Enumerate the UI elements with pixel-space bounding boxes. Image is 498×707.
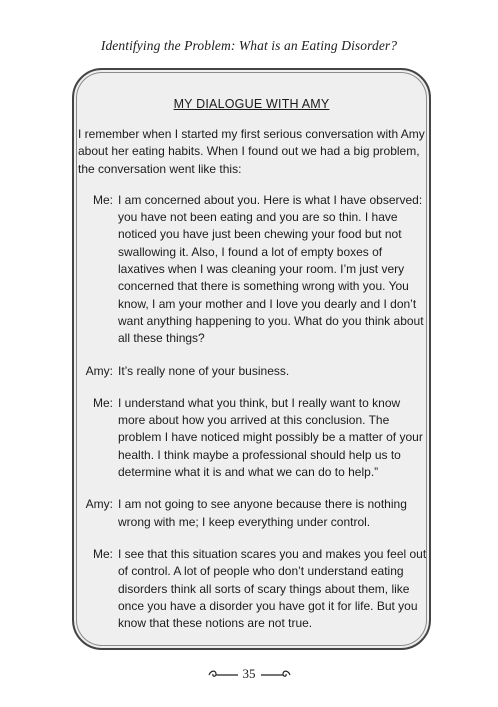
speaker-label: Me: xyxy=(92,395,113,410)
dialogue-turn xyxy=(78,546,430,632)
dialogue-content xyxy=(78,126,430,647)
left-ornament-icon xyxy=(207,668,239,680)
dialogue-turn xyxy=(78,363,430,380)
speaker-label: Me: xyxy=(92,546,113,561)
intro-paragraph: I remember when I started my first serious conversation with Amy about her eating habits. When I found out we had a big problem, the conversation went like this: xyxy=(78,127,425,176)
speech-text: It’s really none of your business. xyxy=(118,363,290,378)
running-head: Identifying the Problem: What is an Eating Disorder? xyxy=(100,38,398,53)
speaker-label: Amy: xyxy=(85,497,113,512)
page-number: 35 xyxy=(242,666,256,681)
speech-text: I understand what you think, but I really want to know more about how you arrived at this conclusion. The problem I have noticed might possibly be a matter of your health. I think maybe a professional should help us to determine what it is and what we can do to help.” xyxy=(118,395,423,480)
dialogue-turn xyxy=(78,395,430,481)
speech-text: I am not going to see anyone because there is nothing wrong with me; I keep everything under control. xyxy=(118,497,407,529)
speech-text: I see that this situation scares you and makes you feel out of control. A lot of people who don’t understand eating disorders think all sorts of scary things about them, like once you have a disorder you have got it for life. But you know that these notions are not true. xyxy=(118,546,427,631)
box-title: MY DIALOGUE WITH AMY xyxy=(173,97,330,111)
speaker-label: Amy: xyxy=(85,363,113,378)
dialogue-turn xyxy=(78,192,430,348)
page-footer xyxy=(0,666,498,682)
speaker-label: Me: xyxy=(92,192,113,207)
dialogue-turn xyxy=(78,496,430,531)
speech-text: I am concerned about you. Here is what I have observed: you have not been eating and you are so thin. I have noticed you have just been chewing your food but not swallowing it. Also, I found a lot of empty boxes of laxatives when I was cleaning your room. I’m just very concerned that there is something wrong with you. You know, I am your mother and I love you dearly and I don’t want anything happening to you. What do you think about all these things? xyxy=(118,192,424,346)
right-ornament-icon xyxy=(260,668,292,680)
